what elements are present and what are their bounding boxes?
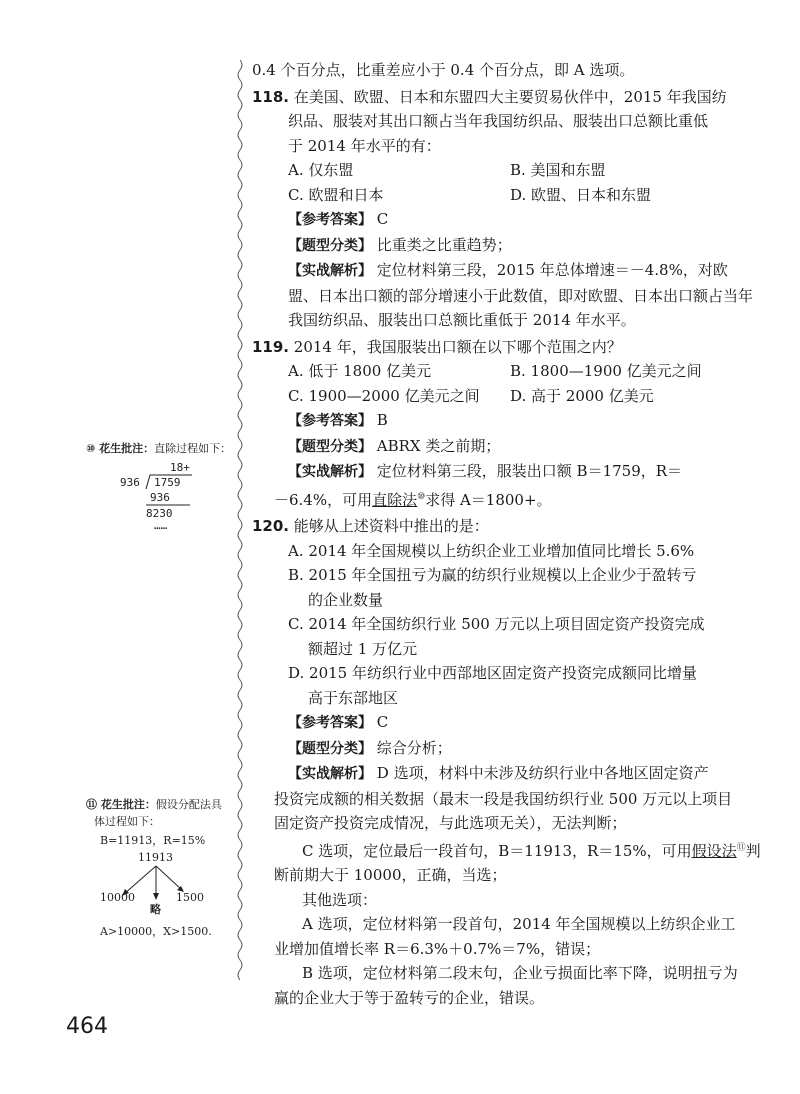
option-c-cont: 额超过 1 万亿元 <box>308 639 418 658</box>
option-a: A. 仅东盟 <box>288 161 354 179</box>
footnote-ref: ⑩ <box>417 491 426 502</box>
option-a: A. 低于 1800 亿美元 <box>288 362 432 380</box>
answer-row <box>252 207 752 233</box>
side-note-11 <box>86 796 231 940</box>
type-row <box>252 434 752 460</box>
analysis-text: 判 <box>745 841 761 860</box>
remainder: 8230 <box>146 507 173 520</box>
question-text-line: 能够从上述资料中推出的是： <box>293 517 489 535</box>
side-note-10 <box>86 440 232 532</box>
option-c: C. 1900—2000 亿美元之间 <box>288 386 480 405</box>
option-b: B. 美国和东盟 <box>510 161 606 179</box>
type-value: 综合分析； <box>376 738 452 757</box>
analysis-text: 定位材料第三段，服装出口额 B＝1759，R＝ <box>376 462 683 480</box>
question-120 <box>252 514 761 1010</box>
answer-value: C <box>376 713 389 731</box>
method-link: 直除法 <box>372 490 418 509</box>
question-text-line: 于 2014 年水平的有： <box>288 136 441 155</box>
question-text-line: 在美国、欧盟、日本和东盟四大主要贸易伙伴中，2015 年我国纺 <box>293 87 727 106</box>
options-row <box>252 183 752 208</box>
question-number: 120. <box>252 517 290 535</box>
answer-value: C <box>376 210 389 228</box>
main-column <box>252 58 761 1010</box>
answer-tag: 【参考答案】 <box>288 212 372 228</box>
analysis-text: 我国纺织品、服装出口总额比重低于 2014 年水平。 <box>288 311 636 329</box>
analysis-row <box>252 459 752 485</box>
option-d: D. 高于 2000 亿美元 <box>510 386 654 405</box>
note-label: ⑩ 花生批注： <box>86 442 155 455</box>
option-b-cont: 的企业数量 <box>308 590 384 609</box>
analysis-text: 定位材料第三段，2015 年总体增速＝－4.8%，对欧 <box>376 261 728 279</box>
divisor: 936 <box>120 476 140 489</box>
option-a: A. 2014 年全国规模以上纺织企业工业增加值同比增长 5.6% <box>288 541 695 560</box>
option-b: B. 1800—1900 亿美元之间 <box>510 362 702 380</box>
subtrahend: 936 <box>150 491 170 504</box>
type-tag: 【题型分类】 <box>288 438 372 455</box>
split-right: 1500 <box>176 891 204 904</box>
analysis-text: 其他选项： <box>302 890 378 909</box>
analysis-tag: 【实战解析】 <box>288 263 372 279</box>
analysis-tag: 【实战解析】 <box>288 766 372 782</box>
analysis-text: 投资完成额的相关数据（最末一段是我国纺织行业 500 万元以上项目 <box>274 789 733 808</box>
analysis-text: C 选项，定位最后一段首句，B＝11913，R＝15%，可用 <box>302 841 692 860</box>
option-d-cont: 高于东部地区 <box>308 688 399 707</box>
note-result: A>10000，X>1500. <box>100 925 212 938</box>
answer-row <box>252 710 752 736</box>
page-number: 464 <box>66 1014 108 1039</box>
split-left: 10000 <box>100 891 135 904</box>
analysis-text: 盟、日本出口额的部分增速小于此数值，即对欧盟、日本出口额占当年 <box>288 286 754 305</box>
analysis-text: 赢的企业大于等于盈转亏的企业，错误。 <box>274 988 545 1007</box>
options-row <box>252 384 752 409</box>
answer-tag: 【参考答案】 <box>288 413 372 429</box>
note-given: B=11913，R=15% <box>100 834 206 847</box>
options-row <box>252 158 752 183</box>
analysis-row <box>252 761 752 787</box>
type-value: ABRX 类之前期； <box>376 436 501 455</box>
option-c: C. 欧盟和日本 <box>288 185 384 204</box>
analysis-text-line <box>252 485 752 513</box>
option-d: D. 2015 年纺织行业中西部地区固定资产投资完成额同比增量 <box>288 664 697 682</box>
question-number: 119. <box>252 337 290 356</box>
split-diagram <box>86 849 231 915</box>
dividend: 1759 <box>154 476 181 489</box>
long-division <box>86 459 231 532</box>
c-option-para <box>252 836 761 864</box>
split-total: 11913 <box>138 851 173 864</box>
analysis-tag: 【实战解析】 <box>288 464 372 480</box>
method-link: 假设法 <box>691 841 737 860</box>
note-text: 直除过程如下： <box>154 442 232 455</box>
analysis-text: 固定资产投资完成情况，与此选项无关），无法判断； <box>274 814 627 832</box>
analysis-text: B 选项，定位材料第二段末句，企业亏损面比率下降，说明扭亏为 <box>302 964 738 982</box>
quotient: 18+ <box>170 461 190 474</box>
analysis-text: 业增加值增长率 R＝6.3%＋0.7%＝7%，错误； <box>274 939 601 958</box>
continued-line: 0.4 个百分点，比重差应小于 0.4 个百分点，即 A 选项。 <box>252 61 635 79</box>
analysis-text: D 选项，材料中未涉及纺织行业中各地区固定资产 <box>376 764 709 782</box>
note-text: 体过程如下： <box>94 815 160 828</box>
question-number: 118. <box>252 87 290 106</box>
option-d: D. 欧盟、日本和东盟 <box>510 185 652 204</box>
note-text: 假设分配法具 <box>155 798 222 811</box>
type-value: 比重类之比重趋势； <box>376 235 512 254</box>
answer-row <box>252 408 752 434</box>
analysis-text: A 选项，定位材料第一段首句，2014 年全国规模以上纺织企业工 <box>302 915 736 933</box>
split-middle: 略 <box>150 903 161 916</box>
note-label: ⑪ 花生批注： <box>86 798 156 811</box>
analysis-row <box>252 258 752 284</box>
question-119 <box>252 335 752 513</box>
question-118 <box>252 85 752 333</box>
option-b: B. 2015 年全国扭亏为赢的纺织行业规模以上企业少于盈转亏 <box>288 566 697 584</box>
analysis-text: －6.4%，可用 <box>274 490 373 509</box>
question-text-line: 2014 年，我国服装出口额在以下哪个范围之内？ <box>293 337 622 356</box>
type-tag: 【题型分类】 <box>288 237 372 254</box>
option-c: C. 2014 年全国纺织行业 500 万元以上项目固定资产投资完成 <box>288 615 705 633</box>
options-row <box>252 359 752 384</box>
analysis-text: 求得 A＝1800+。 <box>425 490 552 509</box>
type-row <box>252 736 752 762</box>
footnote-ref: ⑪ <box>736 842 746 853</box>
answer-tag: 【参考答案】 <box>288 715 372 731</box>
margin-divider <box>236 60 244 980</box>
question-text-line: 织品、服装对其出口额占当年我国纺织品、服装出口总额比重低 <box>288 112 709 130</box>
analysis-text: 断前期大于 10000，正确，当选； <box>274 866 507 884</box>
answer-value: B <box>376 411 388 429</box>
ellipsis: …… <box>154 519 168 532</box>
type-row <box>252 233 752 259</box>
type-tag: 【题型分类】 <box>288 740 372 757</box>
